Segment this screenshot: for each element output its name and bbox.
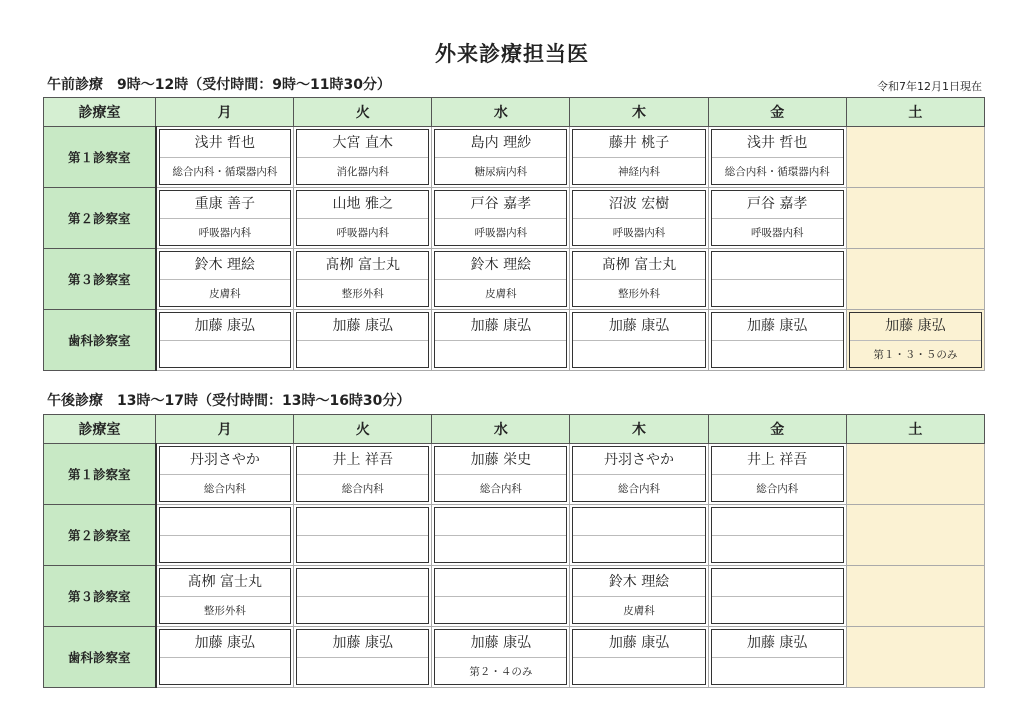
day-header: 火	[294, 98, 432, 127]
doctor-slot	[849, 312, 982, 368]
schedule-cell	[708, 627, 846, 688]
doctor-slot	[296, 568, 429, 624]
schedule-cell	[432, 127, 570, 188]
doctor-name: 鈴木 理絵	[160, 252, 291, 280]
schedule-cell	[846, 566, 984, 627]
doctor-slot	[434, 629, 567, 685]
department	[573, 658, 704, 684]
schedule-cell	[432, 249, 570, 310]
doctor-slot	[434, 190, 567, 246]
schedule-cell	[846, 505, 984, 566]
doctor-name: 加藤 康弘	[712, 630, 843, 658]
schedule-cell	[156, 627, 294, 688]
doctor-name: 加藤 康弘	[160, 313, 291, 341]
doctor-slot	[711, 129, 844, 185]
doctor-slot	[711, 507, 844, 563]
header-row	[44, 98, 985, 127]
schedule-cell	[156, 505, 294, 566]
doctor-slot	[572, 507, 705, 563]
table-row	[44, 127, 985, 188]
schedule-cell	[432, 566, 570, 627]
schedule-cell	[708, 249, 846, 310]
empty-slot	[849, 507, 982, 563]
department	[160, 341, 291, 367]
department	[712, 536, 843, 562]
day-header: 月	[156, 415, 294, 444]
schedule-cell	[156, 249, 294, 310]
department: 整形外科	[203, 604, 246, 617]
department: 消化器内科	[336, 165, 389, 178]
table-row	[44, 627, 985, 688]
schedule-cell	[432, 505, 570, 566]
doctor-name: 浅井 哲也	[160, 130, 291, 158]
schedule-cell	[708, 505, 846, 566]
department: 皮膚科	[209, 287, 241, 300]
schedule-cell	[846, 127, 984, 188]
doctor-name: 島内 理紗	[435, 130, 566, 158]
doctor-name: 鈴木 理絵	[435, 252, 566, 280]
schedule-cell	[708, 566, 846, 627]
doctor-name	[573, 508, 704, 536]
doctor-name	[712, 508, 843, 536]
schedule-cell	[294, 566, 432, 627]
room-label: 歯科診察室	[44, 627, 156, 688]
doctor-name: 井上 祥吾	[712, 447, 843, 475]
empty-slot	[849, 568, 982, 624]
empty-slot	[849, 251, 982, 307]
as-of-date: 令和7年12月1日現在	[877, 80, 982, 93]
doctor-slot	[572, 629, 705, 685]
day-header: 木	[570, 98, 708, 127]
department	[435, 341, 566, 367]
department: 総合内科	[341, 482, 384, 495]
table-row	[44, 505, 985, 566]
doctor-slot	[572, 446, 705, 502]
doctor-name: 髙栁 富士丸	[297, 252, 428, 280]
department	[160, 658, 291, 684]
schedule-cell	[294, 188, 432, 249]
schedule-cell	[708, 127, 846, 188]
doctor-name: 加藤 康弘	[435, 313, 566, 341]
schedule-cell	[294, 505, 432, 566]
morning-hours: 9時～12時（受付時間：9時～11時30分）	[117, 77, 391, 93]
doctor-name: 加藤 康弘	[297, 630, 428, 658]
doctor-name: 髙栁 富士丸	[573, 252, 704, 280]
doctor-slot	[159, 629, 292, 685]
doctor-slot	[434, 568, 567, 624]
doctor-slot	[711, 312, 844, 368]
doctor-slot	[159, 129, 292, 185]
schedule-cell	[846, 249, 984, 310]
room-label: 第１診察室	[44, 127, 156, 188]
doctor-slot	[711, 190, 844, 246]
department: 整形外科	[341, 287, 384, 300]
schedule-cell	[156, 566, 294, 627]
room-column-header: 診療室	[44, 415, 156, 444]
department	[712, 280, 843, 306]
schedule-cell	[846, 627, 984, 688]
doctor-name: 加藤 康弘	[297, 313, 428, 341]
doctor-name: 戸谷 嘉孝	[712, 191, 843, 219]
schedule-cell	[570, 627, 708, 688]
doctor-slot	[434, 446, 567, 502]
schedule-cell	[570, 505, 708, 566]
schedule-cell	[708, 310, 846, 371]
schedule-cell	[570, 444, 708, 505]
department	[573, 341, 704, 367]
department: 第１・３・５のみ	[873, 348, 958, 361]
department	[712, 597, 843, 623]
doctor-slot	[434, 312, 567, 368]
schedule-cell	[294, 444, 432, 505]
room-label: 第２診察室	[44, 188, 156, 249]
schedule-cell	[708, 188, 846, 249]
day-header: 水	[432, 98, 570, 127]
doctor-slot	[159, 568, 292, 624]
day-header: 金	[708, 98, 846, 127]
room-label: 第２診察室	[44, 505, 156, 566]
department: 総合内科	[618, 482, 661, 495]
schedule-cell	[432, 627, 570, 688]
department: 総合内科	[203, 482, 246, 495]
department: 皮膚科	[623, 604, 655, 617]
department: 総合内科・循環器内科	[724, 165, 830, 178]
afternoon-hours: 13時～17時（受付時間：13時～16時30分）	[117, 393, 411, 409]
day-header: 水	[432, 415, 570, 444]
doctor-name: 鈴木 理絵	[573, 569, 704, 597]
table-row	[44, 188, 985, 249]
doctor-name	[435, 569, 566, 597]
table-row	[44, 444, 985, 505]
room-column-header: 診療室	[44, 98, 156, 127]
schedule-cell	[432, 310, 570, 371]
doctor-slot	[572, 251, 705, 307]
doctor-slot	[711, 568, 844, 624]
doctor-slot	[296, 190, 429, 246]
department: 呼吸器内科	[336, 226, 389, 239]
department	[712, 658, 843, 684]
schedule-cell	[432, 188, 570, 249]
day-header: 月	[156, 98, 294, 127]
department	[297, 341, 428, 367]
table-row	[44, 566, 985, 627]
doctor-name	[712, 252, 843, 280]
doctor-slot	[572, 190, 705, 246]
header-row	[44, 415, 985, 444]
department	[297, 658, 428, 684]
doctor-name	[712, 569, 843, 597]
department	[435, 536, 566, 562]
day-header: 土	[846, 98, 984, 127]
doctor-slot	[296, 312, 429, 368]
empty-slot	[849, 190, 982, 246]
doctor-slot	[296, 446, 429, 502]
doctor-name: 重康 善子	[160, 191, 291, 219]
department: 総合内科・循環器内科	[172, 165, 278, 178]
department: 整形外科	[618, 287, 661, 300]
department: 第２・４のみ	[469, 665, 533, 678]
doctor-slot	[296, 507, 429, 563]
schedule-cell	[156, 444, 294, 505]
doctor-slot	[296, 629, 429, 685]
schedule-cell	[708, 444, 846, 505]
doctor-slot	[159, 446, 292, 502]
department: 呼吸器内科	[474, 226, 528, 239]
afternoon-schedule-table	[43, 414, 985, 688]
day-header: 木	[570, 415, 708, 444]
doctor-slot	[159, 312, 292, 368]
room-label: 第３診察室	[44, 249, 156, 310]
doctor-name: 加藤 康弘	[160, 630, 291, 658]
department	[160, 536, 291, 562]
doctor-name: 沼波 宏樹	[573, 191, 704, 219]
schedule-cell	[156, 127, 294, 188]
department	[297, 597, 428, 623]
morning-schedule-table	[43, 97, 985, 371]
doctor-slot	[159, 190, 292, 246]
department	[297, 536, 428, 562]
schedule-cell	[570, 249, 708, 310]
doctor-slot	[296, 129, 429, 185]
doctor-slot	[434, 129, 567, 185]
doctor-name: 加藤 康弘	[573, 313, 704, 341]
schedule-cell	[846, 444, 984, 505]
department: 呼吸器内科	[612, 226, 666, 239]
doctor-name	[160, 508, 291, 536]
department	[712, 341, 843, 367]
empty-slot	[849, 629, 982, 685]
schedule-cell	[846, 310, 984, 371]
doctor-name: 藤井 桃子	[573, 130, 704, 158]
department: 皮膚科	[485, 287, 517, 300]
page-title: 外来診療担当医	[435, 42, 589, 66]
schedule-cell	[570, 566, 708, 627]
room-label: 歯科診察室	[44, 310, 156, 371]
doctor-slot	[711, 251, 844, 307]
doctor-name: 加藤 康弘	[850, 313, 981, 341]
table-row	[44, 310, 985, 371]
doctor-name	[297, 569, 428, 597]
department	[573, 536, 704, 562]
empty-slot	[849, 129, 982, 185]
doctor-name: 髙栁 富士丸	[160, 569, 291, 597]
doctor-name: 浅井 哲也	[712, 130, 843, 158]
doctor-name: 加藤 康弘	[712, 313, 843, 341]
doctor-name: 丹羽さやか	[573, 447, 704, 475]
table-row	[44, 249, 985, 310]
empty-slot	[849, 446, 982, 502]
doctor-slot	[711, 446, 844, 502]
afternoon-header	[47, 390, 410, 410]
day-header: 金	[708, 415, 846, 444]
doctor-slot	[434, 507, 567, 563]
schedule-cell	[294, 310, 432, 371]
doctor-slot	[296, 251, 429, 307]
doctor-slot	[572, 568, 705, 624]
schedule-cell	[570, 127, 708, 188]
morning-label: 午前診療	[47, 77, 103, 93]
morning-header	[47, 74, 391, 94]
schedule-cell	[156, 188, 294, 249]
day-header: 火	[294, 415, 432, 444]
doctor-name: 山地 雅之	[297, 191, 428, 219]
schedule-cell	[294, 127, 432, 188]
doctor-name: 加藤 栄史	[435, 447, 566, 475]
doctor-name	[435, 508, 566, 536]
doctor-name: 大宮 直木	[297, 130, 428, 158]
doctor-name: 加藤 康弘	[573, 630, 704, 658]
department: 呼吸器内科	[198, 226, 252, 239]
room-label: 第１診察室	[44, 444, 156, 505]
schedule-cell	[156, 310, 294, 371]
doctor-slot	[434, 251, 567, 307]
schedule-cell	[846, 188, 984, 249]
doctor-slot	[572, 129, 705, 185]
schedule-cell	[294, 249, 432, 310]
doctor-name: 加藤 康弘	[435, 630, 566, 658]
schedule-cell	[570, 310, 708, 371]
day-header: 土	[846, 415, 984, 444]
schedule-cell	[432, 444, 570, 505]
doctor-slot	[711, 629, 844, 685]
doctor-slot	[159, 507, 292, 563]
doctor-name: 戸谷 嘉孝	[435, 191, 566, 219]
department: 神経内科	[618, 165, 661, 178]
department: 総合内科	[479, 482, 522, 495]
doctor-name	[297, 508, 428, 536]
department: 総合内科	[756, 482, 799, 495]
doctor-name: 井上 祥吾	[297, 447, 428, 475]
doctor-slot	[572, 312, 705, 368]
department: 呼吸器内科	[750, 226, 804, 239]
department: 糖尿病内科	[474, 165, 528, 178]
room-label: 第３診察室	[44, 566, 156, 627]
afternoon-label: 午後診療	[47, 393, 103, 409]
schedule-cell	[294, 627, 432, 688]
doctor-name: 丹羽さやか	[160, 447, 291, 475]
schedule-cell	[570, 188, 708, 249]
doctor-slot	[159, 251, 292, 307]
department	[435, 597, 566, 623]
